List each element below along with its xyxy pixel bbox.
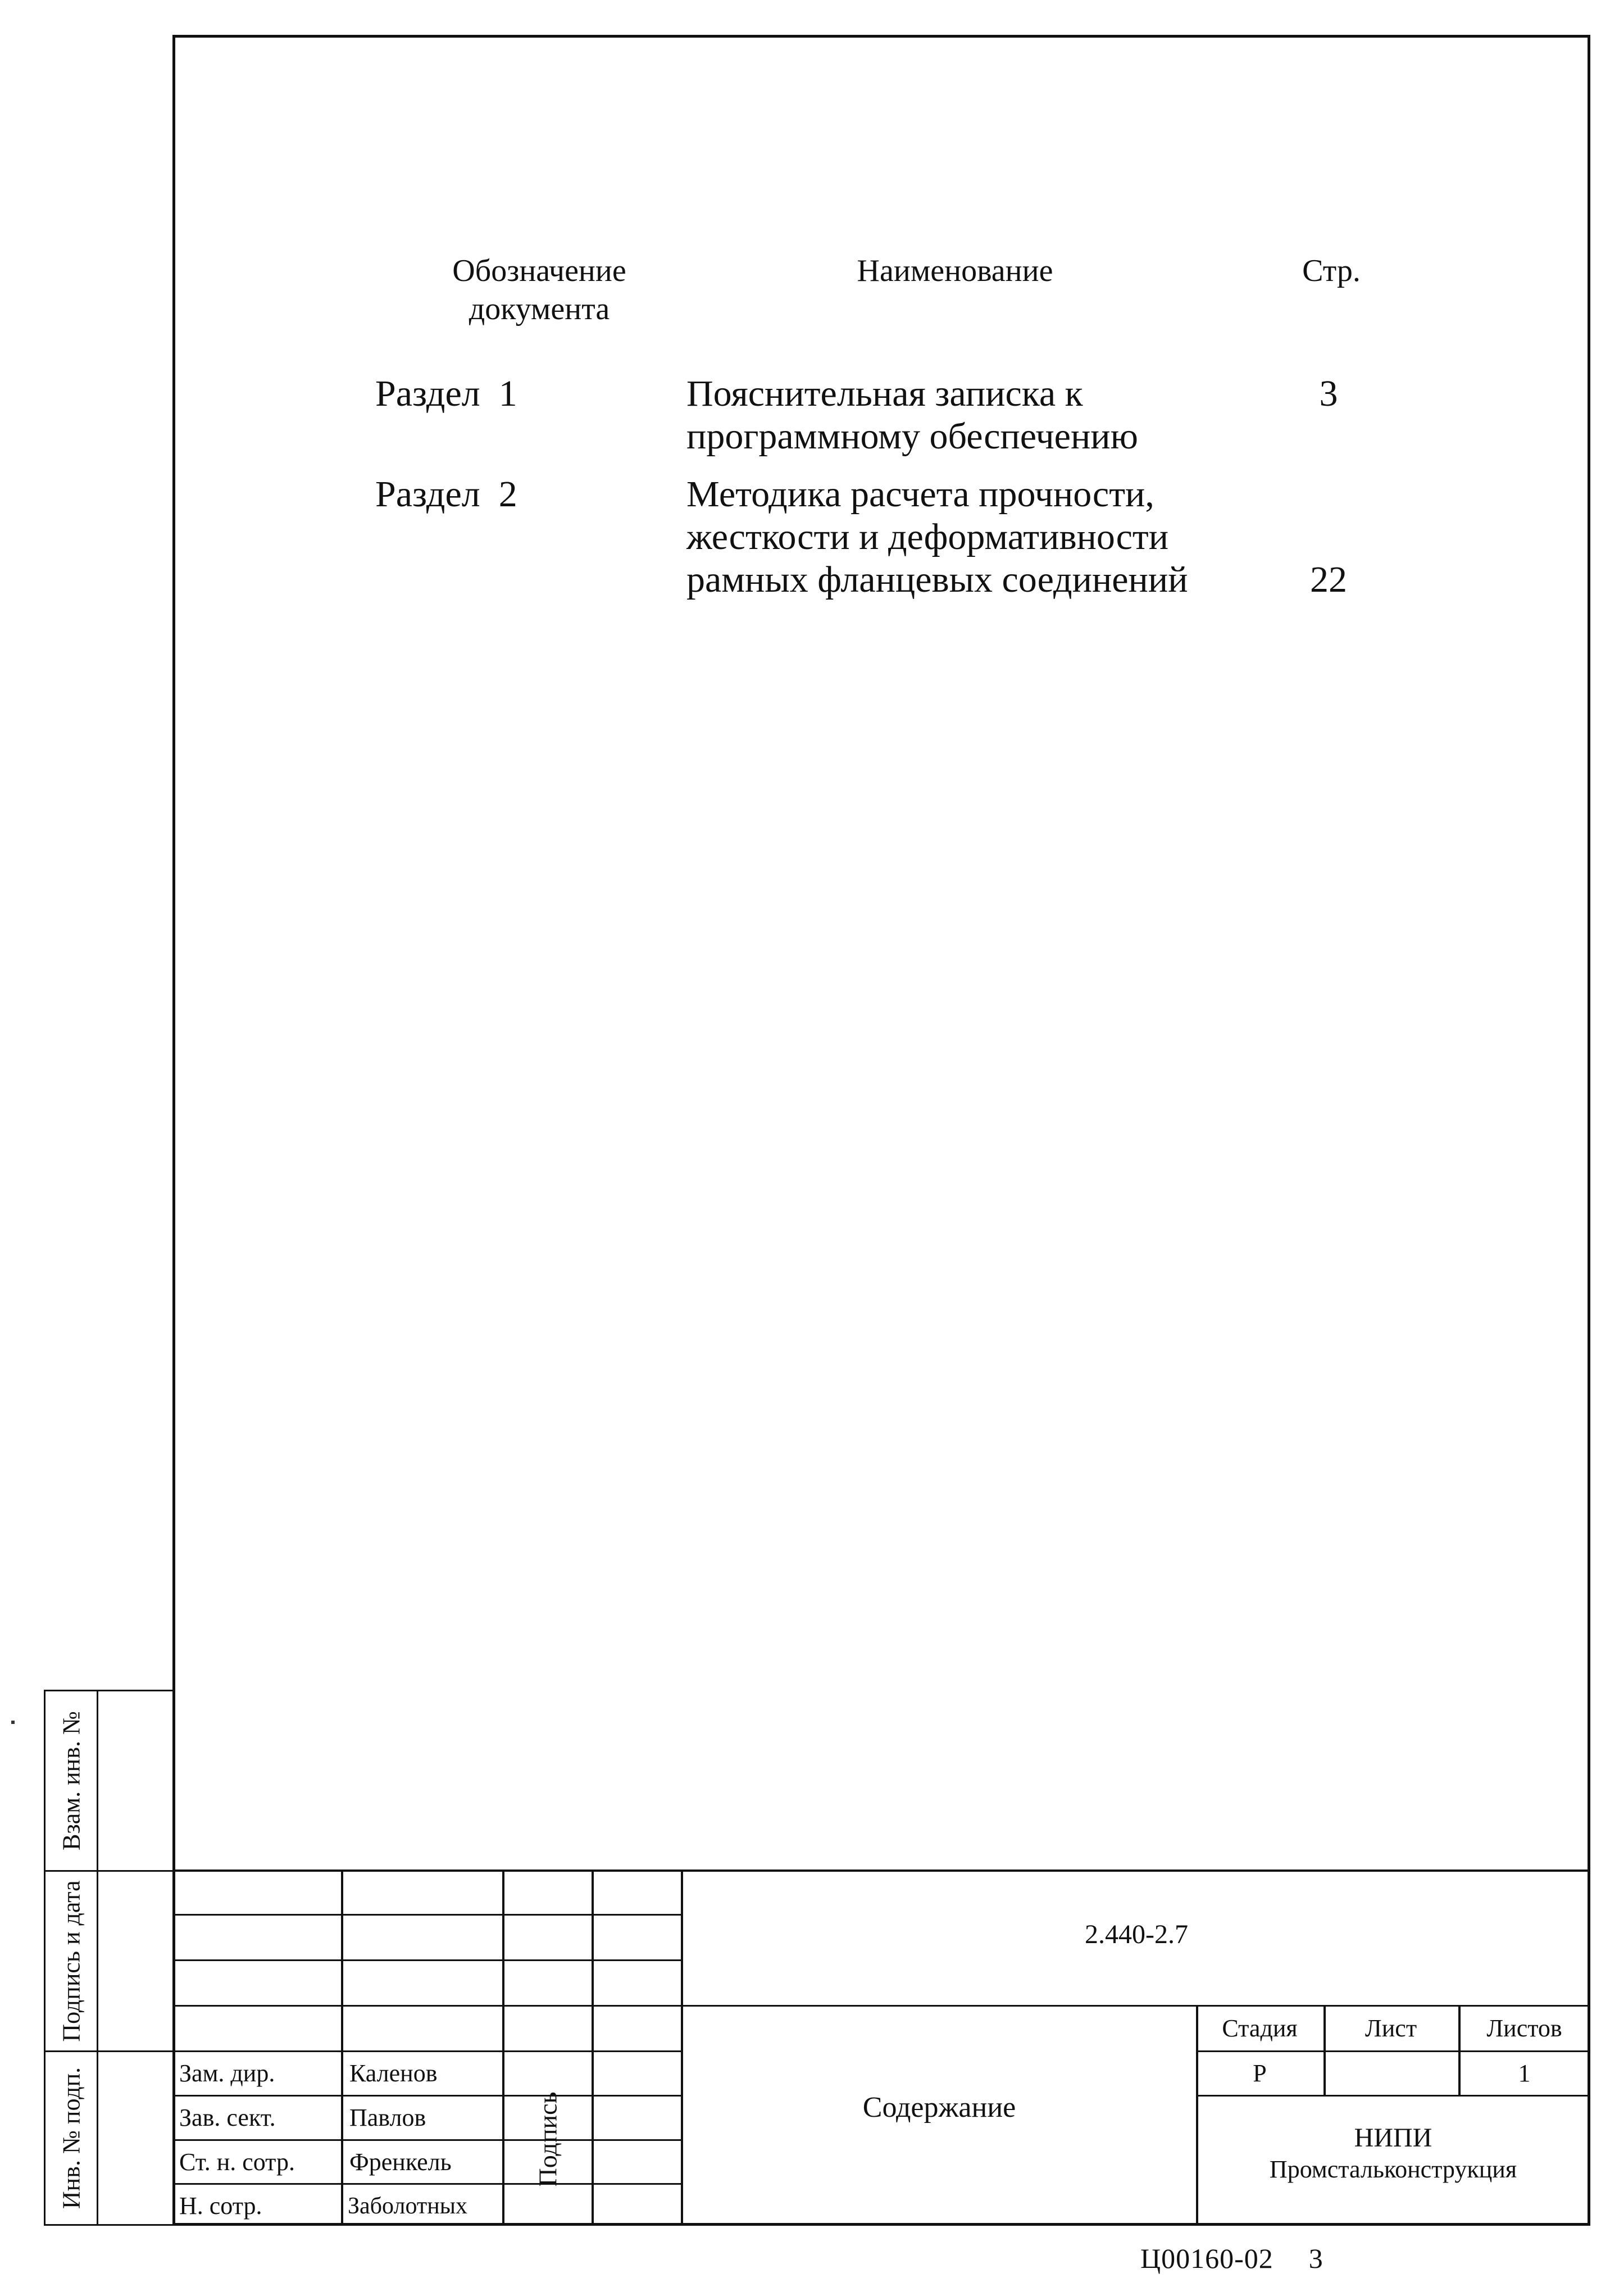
toc-row-2-name: Методика расчета прочности, жесткости и деформативности рамных фланцевых соединений [686,474,1188,600]
footer-page: 3 [1308,2243,1324,2274]
header-name: Наименование [857,253,1053,288]
toc-row-1-page: 3 [1319,373,1338,414]
signatory-name-1: Каленов [349,2059,438,2087]
document-title: Содержание [862,2091,1016,2123]
signatory-name-3: Френкель [349,2148,452,2176]
footer-code: Ц00160-02 [1140,2243,1274,2274]
sheet-header: Лист [1365,2014,1417,2042]
signatory-name-2: Павлов [349,2104,426,2131]
side-stamp-original-inv [44,2050,174,2226]
side-stamp-replaced-inv [44,1690,174,1872]
side-label-replaced-inv: Взам. инв. № [57,1711,85,1850]
scan-mark [11,1721,15,1724]
sheets-header: Листов [1486,2014,1562,2042]
organization-line-2: Промстальконструкция [1269,2156,1517,2183]
sheets-value: 1 [1518,2059,1531,2087]
header-designation: Обозначение документа [452,253,626,326]
footer [1140,2242,1324,2275]
organization-line-1: НИПИ [1354,2123,1432,2153]
signature-header: Подпись [533,2091,562,2186]
signatory-name-4: Заболотных [348,2193,467,2219]
toc-row-2-designation: Раздел 2 [375,474,517,515]
toc-row-1-designation: Раздел 1 [375,373,517,414]
stage-header: Стадия [1222,2014,1298,2042]
side-label-original-inv: Инв. № подп. [57,2067,85,2209]
signatory-role-2: Зав. сект. [179,2104,276,2131]
signatory-role-4: Н. сотр. [179,2192,262,2220]
signatory-role-3: Ст. н. сотр. [179,2148,295,2176]
signature-column [504,2052,592,2226]
document-code: 2.440-2.7 [1085,1920,1188,1949]
toc-row-1-name: Пояснительная записка к программному обеспечению [686,373,1138,457]
toc-row-2-page: 22 [1310,559,1347,600]
side-stamp-signature-date [44,1870,174,2052]
side-label-signature-date: Подпись и дата [57,1880,85,2042]
signatory-role-1: Зам. дир. [179,2059,275,2087]
stage-value: Р [1253,2059,1267,2087]
header-page: Стр. [1302,253,1361,288]
title-block [172,1870,1590,2226]
